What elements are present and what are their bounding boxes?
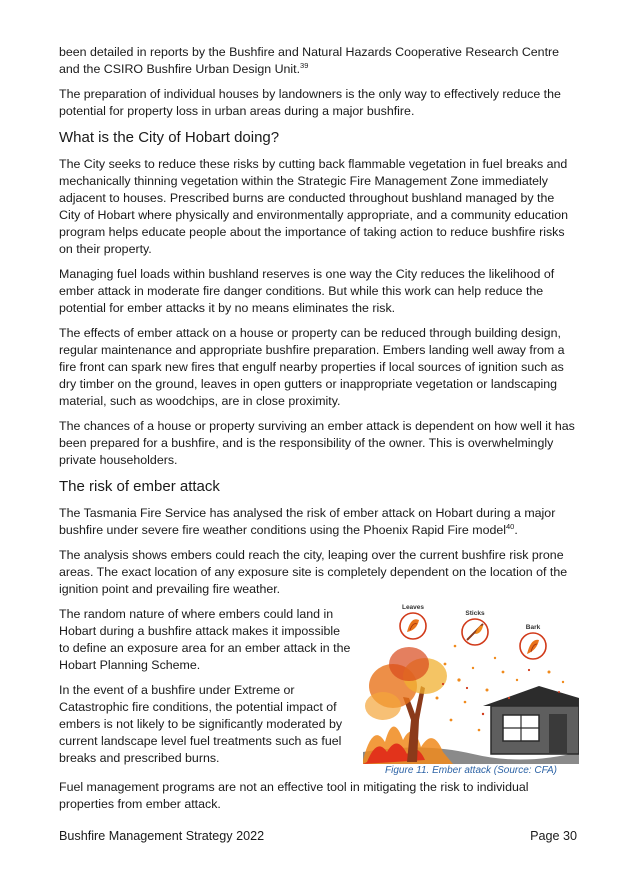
tree-canopy-icon bbox=[365, 692, 401, 720]
paragraph-text: . bbox=[514, 523, 518, 537]
paragraph: Fuel management programs are not an effective tool in mitigating the risk to individual properties from ember attack. bbox=[59, 780, 529, 811]
leaves-label: Leaves bbox=[401, 604, 425, 611]
bark-label: Bark bbox=[525, 624, 541, 631]
footnote-ref[interactable]: 40 bbox=[506, 521, 515, 531]
bark-ember-icon bbox=[520, 633, 546, 659]
sticks-label: Sticks bbox=[465, 610, 485, 617]
paragraph: The random nature of where embers could land in Hobart during a bushfire attack makes it impossible to define an exposure area for an ember attack in the Hobart Planning Scheme. bbox=[59, 607, 351, 672]
paragraph: In the event of a bushfire under Extreme or Catastrophic fire conditions, the potential impact of embers is not likely to be significantly moderated by current landscape level fuel treatments such as fuel breaks and prescribed burns. bbox=[59, 683, 343, 765]
tree-canopy-icon bbox=[389, 647, 429, 681]
leaves-ember-icon bbox=[400, 613, 426, 639]
footer-title: Bushfire Management Strategy 2022 bbox=[59, 829, 265, 843]
house-icon bbox=[483, 686, 579, 754]
section-heading: The risk of ember attack bbox=[59, 478, 220, 495]
paragraph: The analysis shows embers could reach the city, leaping over the current bushfire risk prone areas. The exact location of any exposure site is completely dependent on the location of the ignition point and prevailing fire weather. bbox=[59, 548, 568, 596]
ember-attack-figure bbox=[363, 602, 579, 777]
paragraph bbox=[59, 44, 577, 78]
paragraph-text: The Tasmania Fire Service has analysed the risk of ember attack on Hobart during a major bushfire under severe fire weather conditions using the Phoenix Rapid Fire model bbox=[59, 506, 556, 537]
paragraph: The preparation of individual houses by landowners is the only way to effectively reduce the potential for property loss in urban areas during a major bushfire. bbox=[59, 87, 561, 118]
paragraph-text: been detailed in reports by the Bushfire and Natural Hazards Cooperative Research Centre and the CSIRO Bushfire Urban Design Unit. bbox=[59, 45, 560, 76]
section-heading: What is the City of Hobart doing? bbox=[59, 129, 280, 146]
figure-wrap-block bbox=[59, 606, 577, 779]
paragraph bbox=[59, 505, 577, 539]
footnote-ref[interactable]: 39 bbox=[300, 60, 309, 70]
page-footer bbox=[59, 829, 577, 843]
page-number: Page 30 bbox=[530, 829, 577, 843]
ember-attack-illustration bbox=[363, 602, 579, 764]
paragraph: Managing fuel loads within bushland reserves is one way the City reduces the likelihood of ember attack in moderate fire danger conditions. But while this work can help reduce the potential for ember attacks it by no means eliminates the risk. bbox=[59, 267, 555, 315]
page-content bbox=[59, 44, 577, 821]
paragraph: The City seeks to reduce these risks by cutting back flammable vegetation in fuel breaks and mechanically thinning vegetation within the Strategic Fire Management Zone immediately adjacent to houses. Prescribed burns are conducted throughout bushland managed by the City of Hobart where physically and environmentally appropriate, and a community education program helps educate people about the importance of taking action to reduce bushfire risks on their property. bbox=[59, 157, 568, 256]
paragraph: The chances of a house or property surviving an ember attack is dependent on how well it has been prepared for a bushfire, and is the responsibility of the owner. This is overwhelmingly private householders. bbox=[59, 419, 575, 467]
paragraph: The effects of ember attack on a house or property can be reduced through building design, regular maintenance and appropriate bushfire preparation. Embers landing well away from a fire front can spark new fires that engulf nearby properties if local sources of ignition such as dry timber on the ground, leaves in open gutters or inappropriate vegetation or landscaping material, such as woodchips, are in close proximity. bbox=[59, 326, 565, 408]
sticks-ember-icon bbox=[462, 619, 488, 645]
figure-caption: Figure 11. Ember attack (Source: CFA) bbox=[385, 765, 557, 776]
